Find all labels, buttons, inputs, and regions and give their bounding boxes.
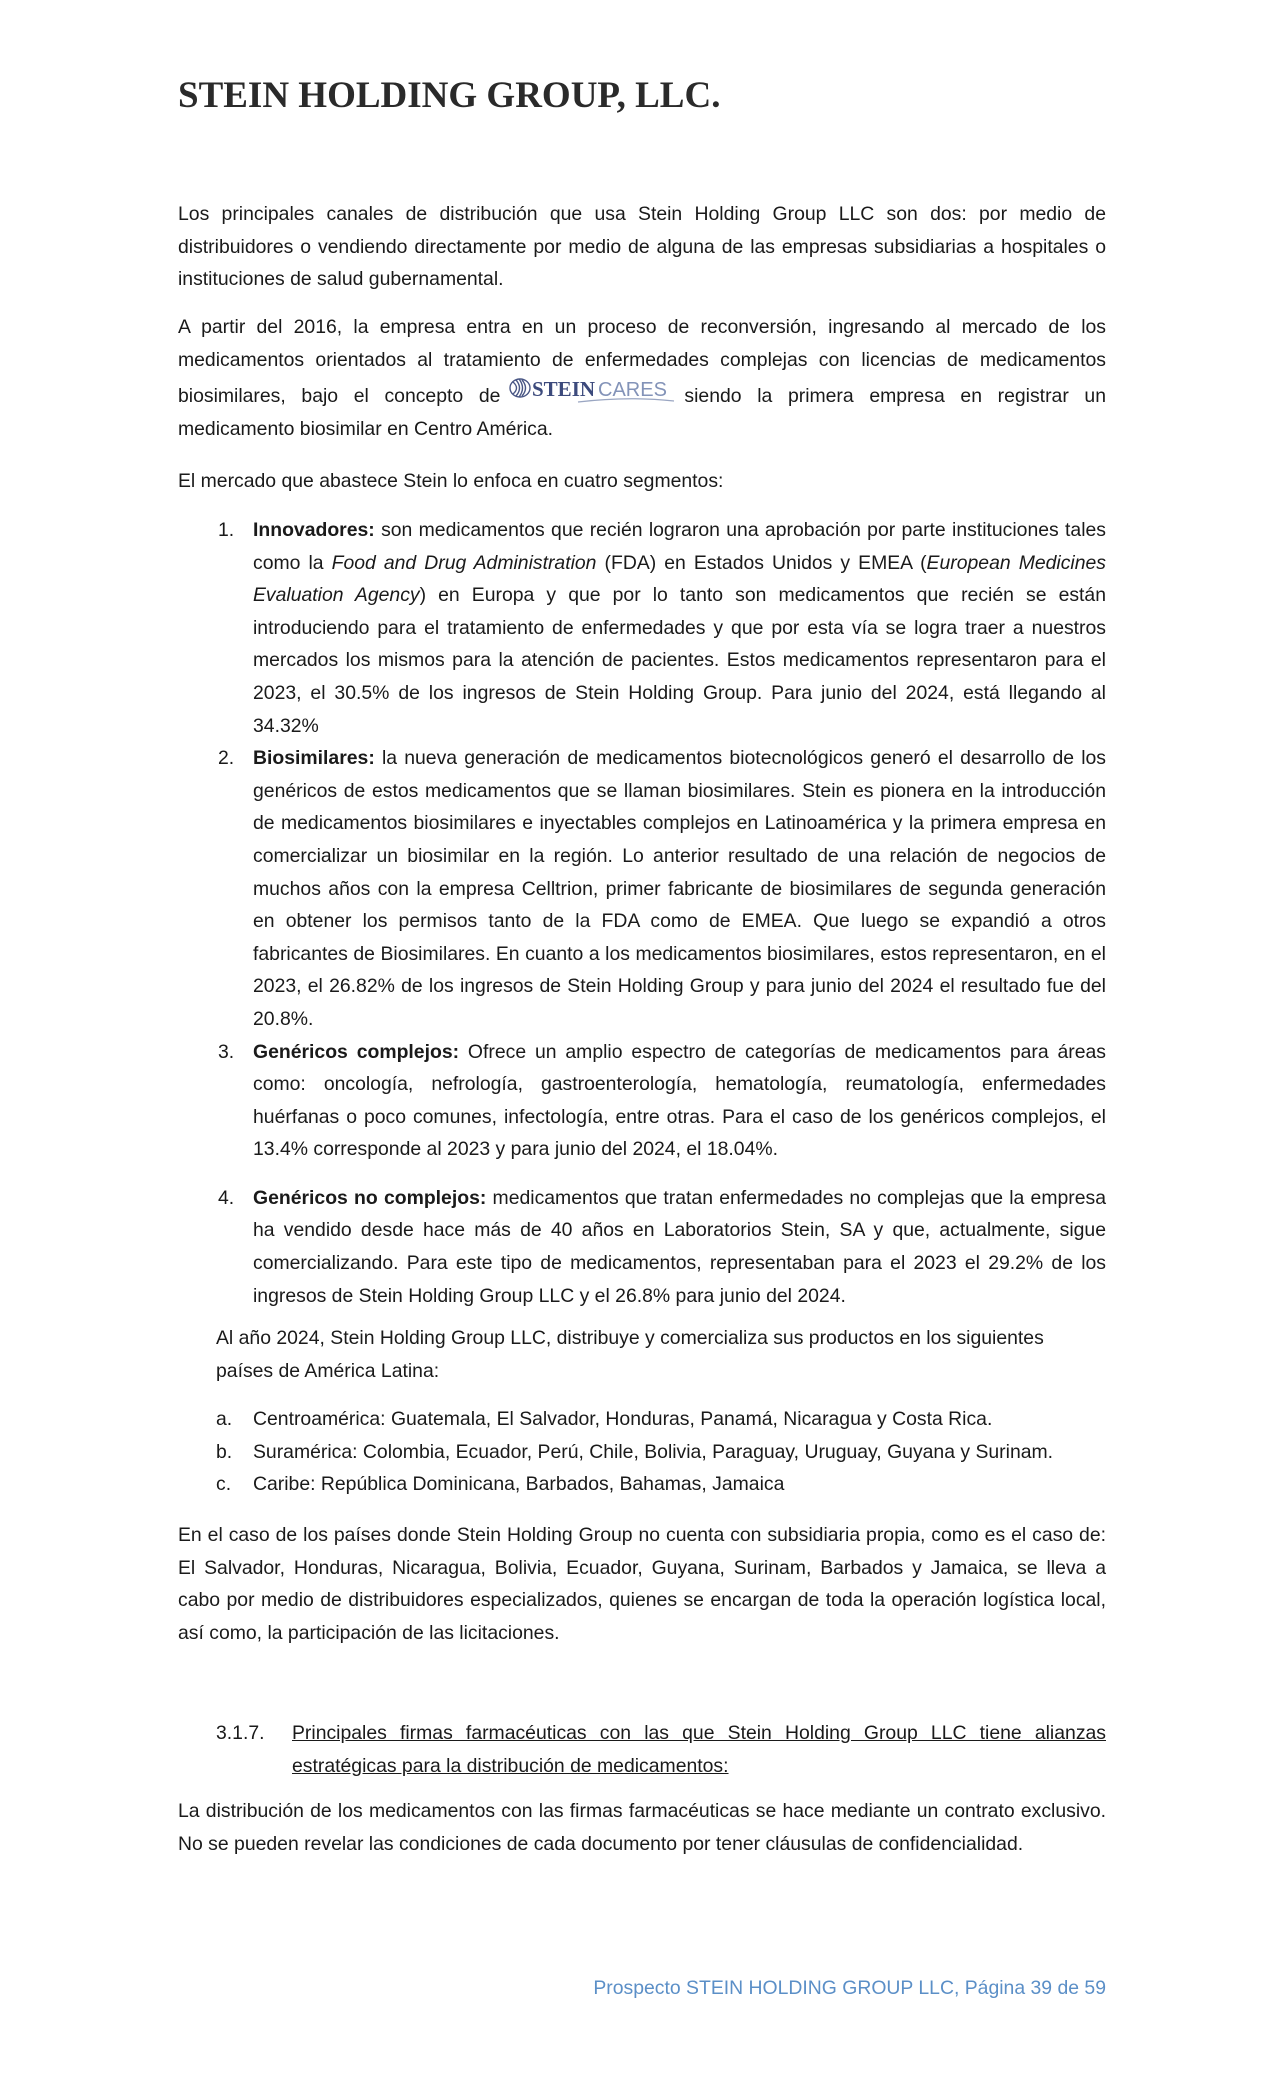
segment-item bbox=[178, 514, 1106, 742]
segments-list bbox=[178, 514, 1106, 1312]
paragraph-reconversion bbox=[178, 311, 1106, 445]
page-footer: Prospecto STEIN HOLDING GROUP LLC, Página 39 de 59 bbox=[593, 1977, 1106, 1999]
segment-text: son medicamentos que recién lograron una aprobación por parte instituciones tales como la bbox=[253, 519, 1106, 574]
region-letter: a. bbox=[216, 1408, 233, 1430]
segment-text: Ofrece un amplio espectro de categorías de medicamentos para áreas como: oncología, nefrología, gastroenterología, hematología, reumatología, enfermedades huérfanas o poco comunes, infectología, entre otras. Para el caso de los genéricos complejos, el 13.4% corresponde al 2023 y para junio del 2024, el 18.04%. bbox=[253, 1040, 1106, 1161]
segment-number: 3. bbox=[218, 1040, 235, 1063]
section-number: 3.1.7. bbox=[216, 1722, 265, 1744]
paragraph-confidentiality: La distribución de los medicamentos con las firmas farmacéuticas se hace mediante un contrato exclusivo. No se pueden revelar las condiciones de cada documento por tener cláusulas de confidencialidad. bbox=[178, 1800, 1106, 1855]
steincares-logo-graphic bbox=[508, 376, 676, 406]
segment-text: medicamentos que tratan enfermedades no complejas que la empresa ha vendido desde hace más de 40 años en Laboratorios Stein, SA y que, actualmente, sigue comercializando. Para este tipo de medicamentos, representaban para el 2023 el 29.2% de los ingresos de Stein Holding Group LLC y el 26.8% para junio del 2024. bbox=[253, 1186, 1106, 1307]
section-title: Principales firmas farmacéuticas con las que Stein Holding Group LLC tiene alianzas estratégicas para la distribución de medicamentos: bbox=[292, 1722, 1106, 1777]
regions-list bbox=[178, 1403, 1106, 1501]
segment-label: Innovadores: bbox=[253, 519, 375, 541]
segment-label: Genéricos no complejos: bbox=[253, 1186, 487, 1209]
reconversion-text-after: siendo la primera empresa en registrar un medicamento biosimilar en Centro América. bbox=[178, 385, 1106, 440]
segment-number: 1. bbox=[218, 519, 235, 541]
region-letter: c. bbox=[216, 1473, 232, 1496]
logo-text-stein: STEIN bbox=[532, 377, 596, 402]
segment-italic-emea: European Medicines Evaluation Agency bbox=[253, 551, 1106, 607]
segment-number: 2. bbox=[218, 747, 235, 770]
segment-number: 4. bbox=[218, 1186, 235, 1209]
paragraph-segments-intro: El mercado que abastece Stein lo enfoca en cuatro segmentos: bbox=[178, 470, 724, 492]
document-title: STEIN HOLDING GROUP, LLC. bbox=[178, 75, 721, 116]
segment-text: ) en Europa y que por lo tanto son medicamentos que recién se están introduciendo para el tratamiento de enfermedades y que por esta vía se logra traer a nuestros mercados los mismos para la atención de pacientes. Estos medicamentos representaron para el 2023, el 30.5% de los ingresos de Stein Holding Group. Para junio del 2024, está llegando al 34.32% bbox=[253, 584, 1106, 737]
region-letter: b. bbox=[216, 1440, 233, 1463]
segment-label: Genéricos complejos: bbox=[253, 1040, 460, 1063]
segment-italic-fda: Food and Drug Administration bbox=[331, 551, 597, 574]
segment-label: Biosimilares: bbox=[253, 747, 375, 770]
region-text: Caribe: República Dominicana, Barbados, Bahamas, Jamaica bbox=[253, 1473, 785, 1496]
segment-item bbox=[178, 1036, 1106, 1166]
logo-text-cares: CARES bbox=[598, 379, 668, 402]
region-item bbox=[178, 1468, 1106, 1501]
segment-text: la nueva generación de medicamentos biotecnológicos generó el desarrollo de los genéricos de estos medicamentos que se llaman biosimilares. Stein es pionera en la introducción de medicamentos biosimilares e inyectables complejos en Latinoamérica y la primera empresa en comercializar un biosimilar en la región. Lo anterior resultado de una relación de negocios de muchos años con la empresa Celltrion, primer fabricante de biosimilares de segunda generación en obtener los permisos tanto de la FDA como de EMEA. Que luego se expandió a otros fabricantes de Biosimilares. En cuanto a los medicamentos biosimilares, estos representaron, en el 2023, el 26.82% de los ingresos de Stein Holding Group y para junio del 2024 el resultado fue del 20.8%. bbox=[253, 747, 1106, 1030]
paragraph-countries-intro: Al año 2024, Stein Holding Group LLC, distribuye y comercializa sus productos en los siguientes países de América Latina: bbox=[216, 1327, 1044, 1382]
segment-text: (FDA) en Estados Unidos y EMEA ( bbox=[596, 551, 927, 574]
region-item bbox=[178, 1403, 1106, 1436]
paragraph-distributors: En el caso de los países donde Stein Holding Group no cuenta con subsidiaria propia, como es el caso de: El Salvador, Honduras, Nicaragua, Bolivia, Ecuador, Guyana, Surinam, Barbados y Jamaica, se lleva a cabo por medio de distribuidores especializados, quienes se encargan de toda la operación logística local, así como, la participación de las licitaciones. bbox=[178, 1524, 1106, 1644]
region-text: Suramérica: Colombia, Ecuador, Perú, Chile, Bolivia, Paraguay, Uruguay, Guyana y Surinam. bbox=[253, 1440, 1054, 1463]
steincares-logo bbox=[508, 376, 676, 406]
region-text: Centroamérica: Guatemala, El Salvador, Honduras, Panamá, Nicaragua y Costa Rica. bbox=[253, 1408, 993, 1430]
segment-item bbox=[178, 1182, 1106, 1312]
reconversion-text-before: A partir del 2016, la empresa entra en un proceso de reconversión, ingresando al mercado de los medicamentos orientados al tratamiento de enfermedades complejas con licencias de medicamentos biosimilares, bajo el concepto de bbox=[178, 316, 1106, 408]
steincares-swirl-icon bbox=[510, 379, 530, 397]
paragraph-distribution-channels: Los principales canales de distribución que usa Stein Holding Group LLC son dos: por medio de distribuidores o vendiendo directamente por medio de alguna de las empresas subsidiarias a hospitales o instituciones de salud gubernamental. bbox=[178, 203, 1106, 291]
section-heading bbox=[178, 1717, 1106, 1782]
region-item bbox=[178, 1436, 1106, 1469]
segment-item bbox=[178, 742, 1106, 1035]
